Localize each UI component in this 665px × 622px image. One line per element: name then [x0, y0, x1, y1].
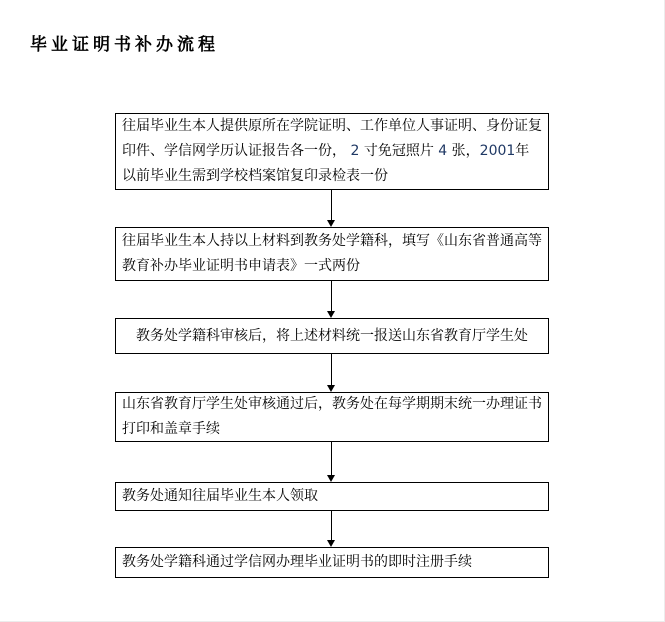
down-arrow-connector-3	[327, 354, 336, 392]
step-1-number: 2001	[479, 143, 516, 159]
step-1-segment: 寸免冠照片	[359, 143, 439, 159]
flow-step-1	[115, 113, 549, 190]
page-title: 毕业证明书补办流程	[30, 35, 219, 55]
down-arrow-connector-1	[327, 190, 336, 227]
flow-step-1-text	[122, 114, 542, 189]
down-arrow-connector-2	[327, 281, 336, 318]
flow-step-2-text: 往届毕业生本人持以上材料到教务处学籍科，填写《山东省普通高等教育补办毕业证明书申请表》一式两份	[122, 233, 542, 274]
step-1-number: 4	[438, 143, 448, 159]
down-arrow-connector-4	[327, 442, 336, 482]
step-1-segment: 年以前毕业生需到学校档案馆复印录检表一份	[122, 143, 530, 184]
flow-step-2	[115, 227, 549, 281]
flow-step-3	[115, 318, 549, 354]
flow-step-4-text: 山东省教育厅学生处审核通过后，教务处在每学期期末统一办理证书打印和盖章手续	[122, 396, 542, 437]
flow-step-4	[115, 392, 549, 442]
step-1-number: 2	[350, 143, 360, 159]
flow-step-3-text: 教务处学籍科审核后，将上述材料统一报送山东省教育厅学生处	[122, 327, 528, 344]
flow-step-6	[115, 547, 549, 578]
step-1-segment: 往届毕业生本人提供原所在学院证明、工作单位人事证明、身份证复印件、学信网学历认证报告各一份，	[122, 118, 542, 159]
down-arrow-connector-5	[327, 511, 336, 547]
step-1-segment: 张，	[447, 143, 480, 159]
flow-step-5	[115, 482, 549, 511]
flow-step-6-text: 教务处学籍科通过学信网办理毕业证明书的即时注册手续	[122, 554, 472, 570]
flow-step-5-text: 教务处通知往届毕业生本人领取	[122, 488, 318, 504]
